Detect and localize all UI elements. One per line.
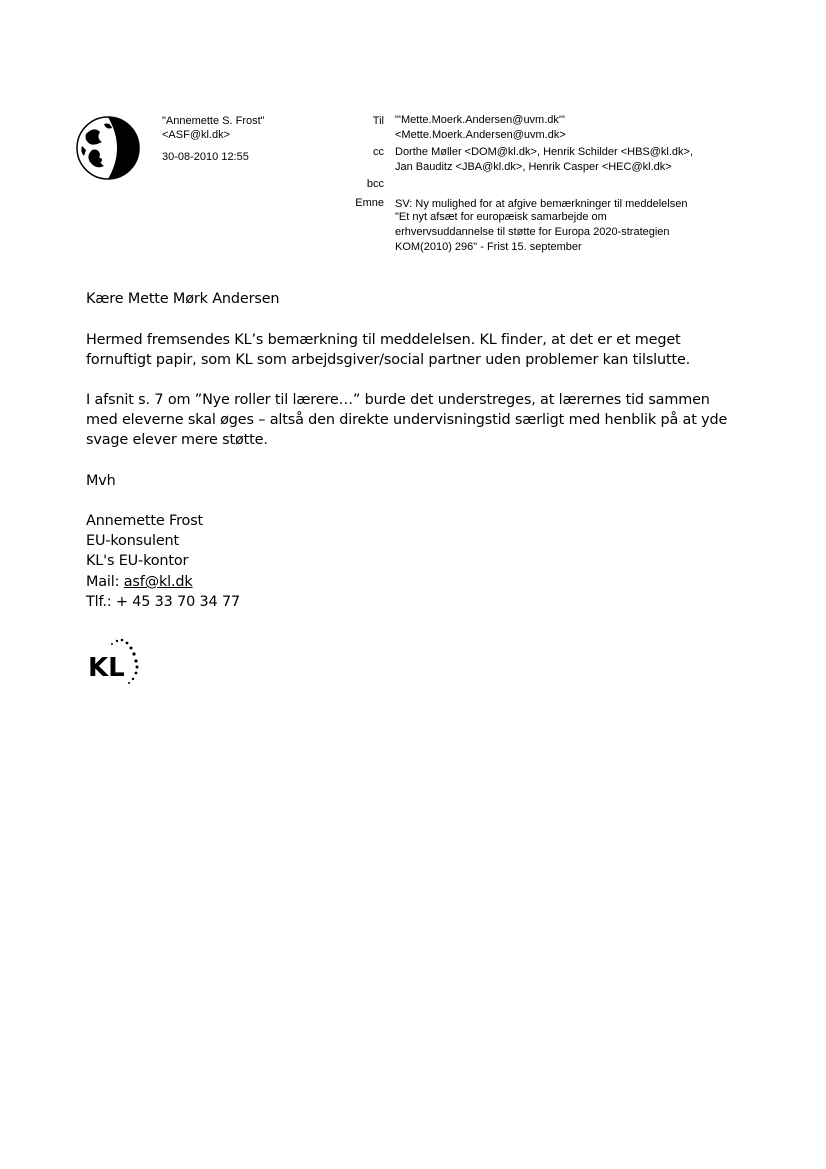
to-label: Til <box>372 115 384 127</box>
kl-logo-text: KL <box>88 653 125 683</box>
mail-link[interactable]: asf@kl.dk <box>123 574 193 590</box>
cc-label: cc <box>373 146 384 158</box>
cc-recipients-line-1: Dorthe Møller <DOM@kl.dk>, Henrik Schilder <HBS@kl.dk>, <box>395 146 694 158</box>
sent-date: 30-08-2010 12:55 <box>162 151 249 163</box>
sender-email: <ASF@kl.dk> <box>162 129 231 141</box>
paragraph-2-line-1: I afsnit s. 7 om ”Nye roller til lærere…” burde det understreges, at lærernes tid sammen <box>86 392 710 408</box>
paragraph-2-line-2: med eleverne skal øges – altså den direkte undervisningstid særligt med henblik på at yde <box>86 412 728 428</box>
signature-name: Annemette Frost <box>86 513 204 529</box>
cc-recipients-line-2: Jan Bauditz <JBA@kl.dk>, Henrik Casper <HEC@kl.dk> <box>395 161 672 173</box>
to-recipient-name: "'Mette.Moerk.Andersen@uvm.dk'" <box>395 114 565 126</box>
signature-mail <box>86 572 193 592</box>
signature-phone: Tlf.: + 45 33 70 34 77 <box>86 594 240 610</box>
paragraph-2-line-3: svage elever mere støtte. <box>86 432 268 448</box>
subject-line-1: SV: Ny mulighed for at afgive bemærkninger til meddelelsen <box>395 198 688 210</box>
kl-logo <box>86 634 156 694</box>
paragraph-1-line-1: Hermed fremsendes KL’s bemærkning til meddelelsen. KL finder, at det er et meget <box>86 332 681 348</box>
closing: Mvh <box>86 473 116 489</box>
sender-avatar-icon <box>76 116 140 180</box>
signature-title: EU-konsulent <box>86 533 179 549</box>
subject-label: Emne <box>355 197 384 209</box>
sender-name: "Annemette S. Frost" <box>162 115 265 127</box>
mail-label: Mail: <box>86 574 124 590</box>
subject-line-2: "Et nyt afsæt for europæisk samarbejde om <box>395 211 607 223</box>
subject-line-3: erhvervsuddannelse til støtte for Europa 2020-strategien <box>395 226 670 238</box>
signature-office: KL's EU-kontor <box>86 553 189 569</box>
paragraph-1-line-2: fornuftigt papir, som KL som arbejdsgiver/social partner uden problemer kan tilslutte. <box>86 352 691 368</box>
bcc-label: bcc <box>366 178 384 190</box>
to-recipient-email: <Mette.Moerk.Andersen@uvm.dk> <box>395 129 566 141</box>
subject-line-4: KOM(2010) 296" - Frist 15. september <box>395 241 582 253</box>
greeting: Kære Mette Mørk Andersen <box>86 291 280 307</box>
